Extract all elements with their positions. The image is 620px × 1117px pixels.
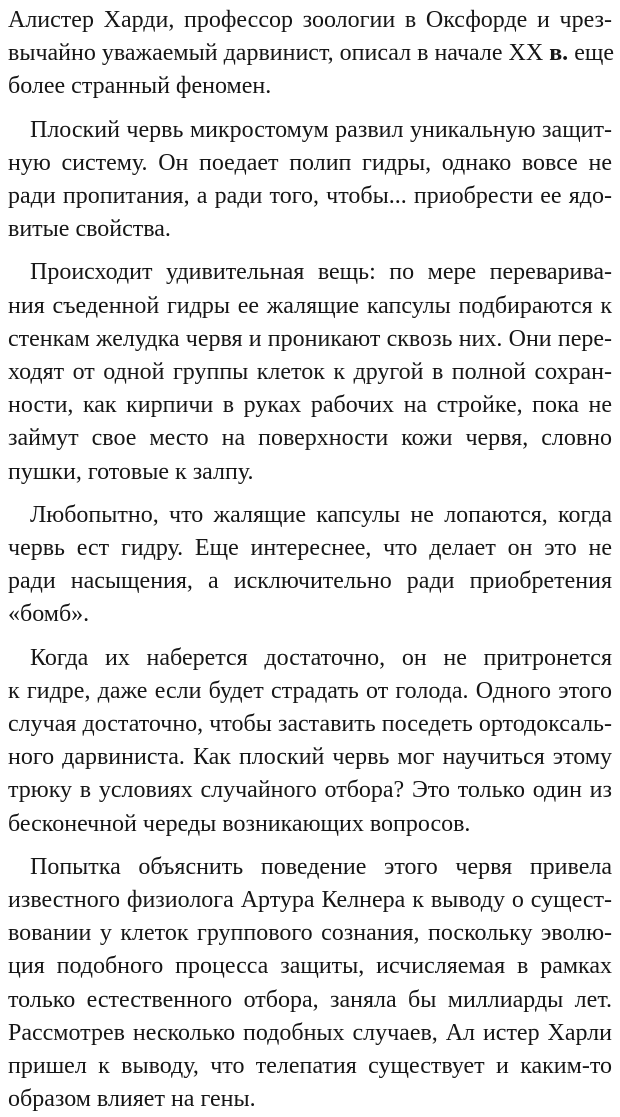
text-line: Любопытно, что жалящие капсулы не лопаются, когда — [30, 501, 612, 528]
text-line: Плоский червь микростомум развил уникальную защит- — [30, 116, 612, 143]
paragraph-5 — [8, 642, 612, 841]
text-line: трюку в условиях случайного отбора? Это только один из — [8, 777, 612, 804]
text-line: ного дарвиниста. Как плоский червь мог научиться этому — [8, 744, 612, 771]
text-line: ности, как кирпичи в руках рабочих на стройке, пока не — [8, 392, 612, 419]
text-line: ния съеденной гидры ее жалящие капсулы подбираются к — [8, 292, 612, 319]
text-line: известного физиолога Артура Келнера к выводу о сущест- — [8, 887, 612, 914]
paragraph-3 — [8, 256, 612, 488]
text-line: Происходит удивительная вещь: по мере переварива- — [30, 259, 612, 286]
text-line: «бомб». — [8, 601, 90, 628]
text-line: бесконечной череды возникающих вопросов. — [8, 810, 471, 837]
text-line: ради насыщения, а исключительно ради приобретения — [8, 568, 612, 595]
text-line: Алистер Харди, профессор зоологии в Оксфорде и чрез- — [8, 7, 612, 33]
paragraph-1 — [8, 4, 612, 104]
text-line: вовании у клеток группового сознания, поскольку эволю- — [8, 920, 612, 947]
text-line: ция подобного процесса защиты, исчисляемая в рамках — [8, 953, 612, 980]
text-line: ходят от одной группы клеток к другой в полной сохран- — [8, 359, 612, 386]
text-line: только естественного отбора, заняла бы миллиарды лет. — [8, 986, 612, 1013]
text-line: червь ест гидру. Еще интереснее, что делает он это не — [8, 535, 612, 562]
paragraph-2 — [8, 114, 612, 247]
text-line: ную систему. Он поедает полип гидры, однако вовсе не — [8, 149, 612, 176]
text-line: займут свое место на поверхности кожи червя, словно — [8, 425, 612, 452]
paragraph-6 — [8, 851, 612, 1117]
text-line: пришел к выводу, что телепатия существует и каким-то — [8, 1053, 612, 1080]
text-line: пушки, готовые к залпу. — [8, 458, 254, 485]
text-line: витые свойства. — [8, 216, 171, 243]
text-line: случая достаточно, чтобы заставить поседеть ортодоксаль- — [8, 711, 612, 738]
text-line: Попытка объяснить поведение этого червя привела — [30, 853, 612, 880]
text-line: Рассмотрев несколько подобных случаев, Ал истер Харли — [8, 1019, 612, 1046]
text-line: более странный феномен. — [8, 73, 272, 100]
text-line: ради пропитания, а ради того, чтобы... приобрести ее ядо- — [8, 183, 612, 210]
text-line: стенкам желудка червя и проникают сквозь них. Они пере- — [8, 325, 612, 352]
paragraph-4 — [8, 499, 612, 632]
text-line: Когда их наберется достаточно, он не притронется — [30, 644, 612, 671]
text-line: вычайно уважаемый дарвинист, описал в начале XX в. еще — [8, 40, 614, 67]
text-line: к гидре, даже если будет страдать от голода. Одного этого — [8, 677, 612, 704]
text-line: образом влияет на гены. — [8, 1086, 256, 1113]
